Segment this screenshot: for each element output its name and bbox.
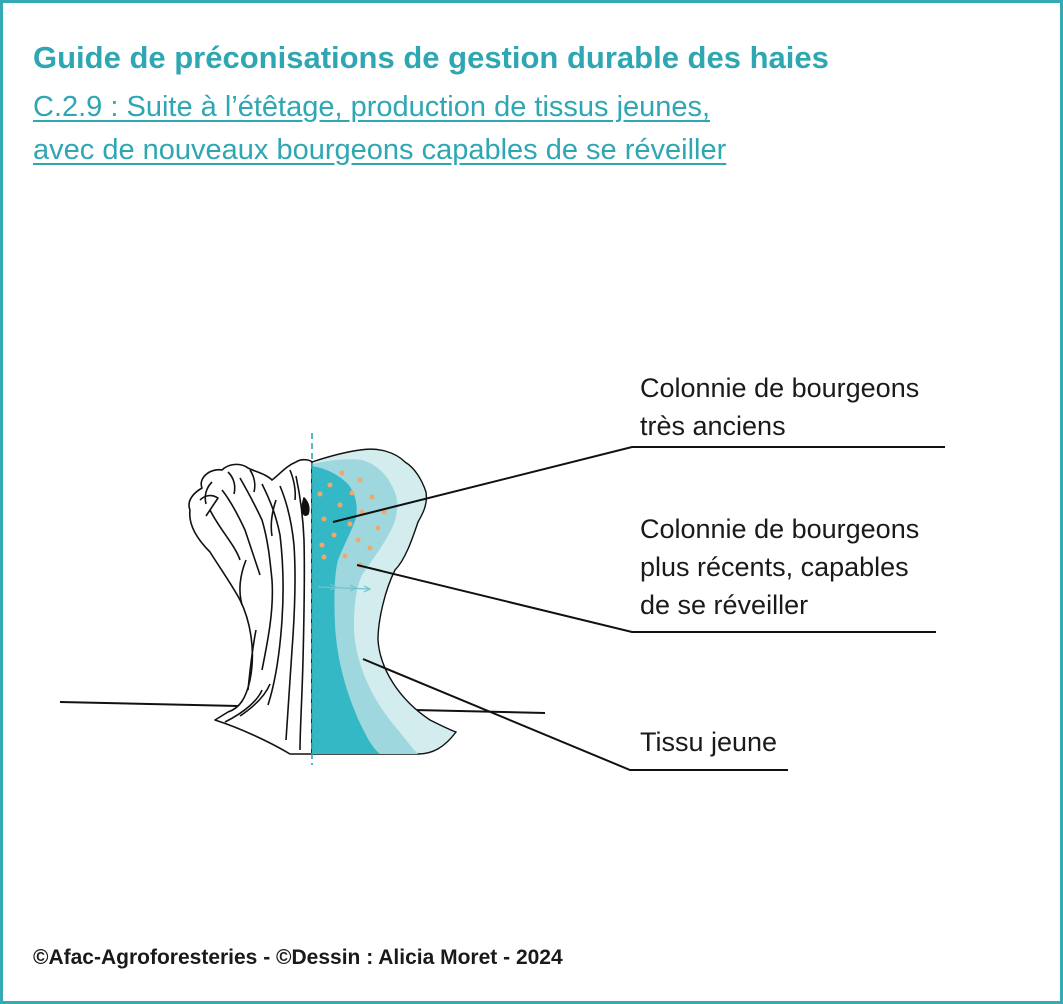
label-old-buds-line-1: Colonnie de bourgeons — [640, 373, 920, 403]
subtitle-line-1: C.2.9 : Suite à l’étêtage, production de tissus jeunes, — [33, 91, 711, 123]
label-recent-buds — [640, 510, 919, 624]
label-recent-buds-line-3: de se réveiller — [640, 590, 809, 620]
label-young-tissue — [640, 723, 777, 761]
copyright-credit: ©Afac-Agroforesteries - ©Dessin : Alicia Moret - 2024 — [33, 946, 563, 969]
label-young-tissue-text: Tissu jeune — [640, 727, 778, 757]
label-recent-buds-line-1: Colonnie de bourgeons — [640, 514, 920, 544]
label-old-buds — [640, 369, 919, 445]
label-old-buds-line-2: très anciens — [640, 411, 786, 441]
page-title: Guide de préconisations de gestion durable des haies — [33, 40, 829, 75]
trunk-cross-section — [312, 449, 456, 754]
trunk-sketch — [189, 460, 312, 754]
label-recent-buds-line-2: plus récents, capables — [640, 552, 909, 582]
subtitle-line-2: avec de nouveaux bourgeons capables de se réveiller — [33, 134, 727, 166]
